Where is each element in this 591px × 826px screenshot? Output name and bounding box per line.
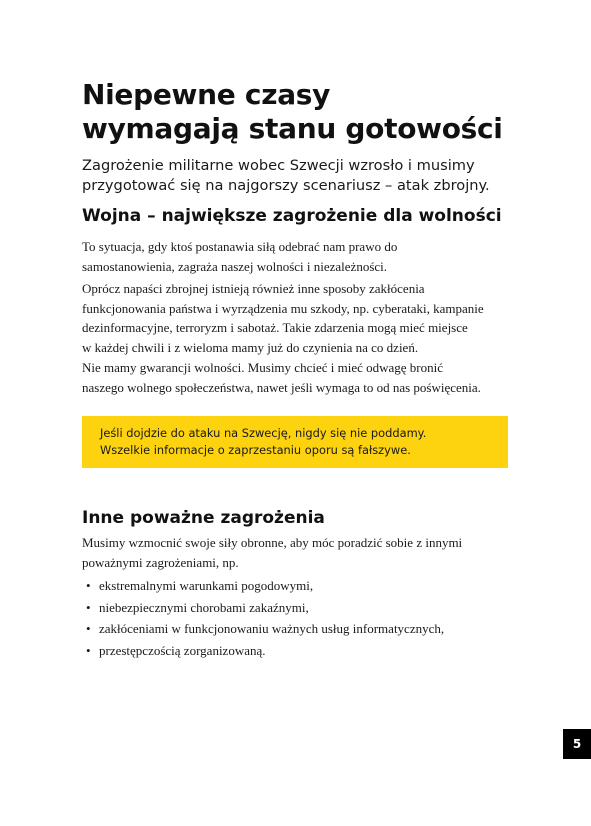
page-number-badge: 5 xyxy=(563,729,591,759)
lead-line-2: przygotować się na najgorszy scenariusz – atak zbrojny. xyxy=(82,177,490,194)
bullet-icon: • xyxy=(86,642,91,658)
threats-bullet-list xyxy=(82,575,512,661)
text-line: samostanowienia, zagraża naszej wolności i niezależności. xyxy=(82,258,388,274)
callout-line-2: Wszelkie informacje o zaprzestaniu oporu są fałszywe. xyxy=(100,443,411,457)
war-paragraph-2 xyxy=(82,279,512,357)
other-threats-intro xyxy=(82,533,512,572)
text-line: naszego wolnego społeczeństwa, nawet jeśli wymaga to od nas poświęcenia. xyxy=(82,379,481,395)
text-line: Nie mamy gwarancji wolności. Musimy chcieć i mieć odwagę bronić xyxy=(82,360,444,375)
list-item-text: ekstremalnymi warunkami pogodowymi, xyxy=(99,578,314,593)
text-line: poważnymi zagrożeniami, np. xyxy=(82,554,239,570)
lead-paragraph xyxy=(82,156,522,196)
page-title-line-1: Niepewne czasy xyxy=(82,78,331,111)
text-line: w każdej chwili i z wieloma mamy już do czynienia na co dzień. xyxy=(82,339,419,355)
list-item-text: zakłóceniami w funkcjonowaniu ważnych usług informatycznych, xyxy=(99,621,445,636)
list-item xyxy=(82,640,512,662)
text-line: Musimy wzmocnić swoje siły obronne, aby móc poradzić sobie z innymi xyxy=(82,535,463,550)
bullet-icon: • xyxy=(86,578,91,593)
war-section-heading: Wojna – największe zagrożenie dla wolności xyxy=(82,206,502,226)
warning-callout-box xyxy=(82,416,508,468)
text-line: funkcjonowania państwa i wyrządzenia mu szkody, np. cyberataki, kampanie xyxy=(82,300,484,316)
list-item xyxy=(82,618,512,640)
list-item xyxy=(82,575,512,597)
callout-line-1: Jeśli dojdzie do ataku na Szwecję, nigdy się nie poddamy. xyxy=(100,426,427,440)
war-paragraph-3 xyxy=(82,358,512,397)
list-item-text: niebezpiecznymi chorobami zakaźnymi, xyxy=(99,599,309,615)
page-title-line-2: wymagają stanu gotowości xyxy=(82,112,503,145)
other-threats-heading: Inne poważne zagrożenia xyxy=(82,508,325,528)
list-item-text: przestępczością zorganizowaną. xyxy=(99,642,266,658)
text-line: To sytuacja, gdy ktoś postanawia siłą odebrać nam prawo do xyxy=(82,239,398,254)
text-line: Oprócz napaści zbrojnej istnieją również inne sposoby zakłócenia xyxy=(82,281,425,296)
list-item xyxy=(82,597,512,619)
bullet-icon: • xyxy=(86,599,91,615)
text-line: dezinformacyjne, terroryzm i sabotaż. Takie zdarzenia mogą mieć miejsce xyxy=(82,320,468,335)
callout-text xyxy=(100,425,508,459)
bullet-icon: • xyxy=(86,621,91,636)
war-paragraph-1 xyxy=(82,237,512,276)
page-title xyxy=(82,78,522,146)
lead-line-1: Zagrożenie militarne wobec Szwecji wzrosło i musimy xyxy=(82,157,475,174)
